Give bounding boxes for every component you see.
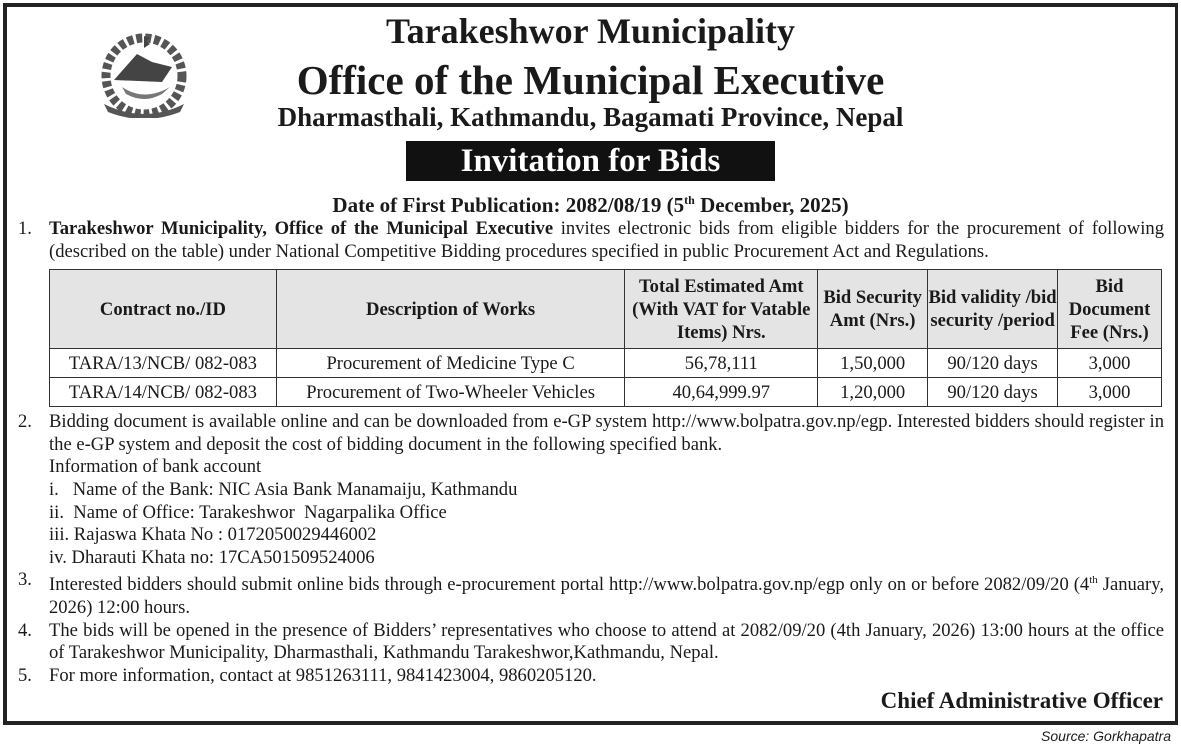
table-cell: TARA/13/NCB/ 082-083 [50, 349, 277, 378]
item-3: 3. Interested bidders should submit online bids through e-procurement portal http://www.bolpatra.gov.np/egp only on or before 2082/09/20 (4th January, 2026) 12:00 hours. [18, 569, 1164, 619]
item-4: 4. The bids will be opened in the presence of Bidders’ representatives who choose to attend at 2082/09/20 (4th January, 2026) 13:00 hours at the office of Tarakeshwor Municipality, Dharmasthali, Kathmandu Tarakeshwor,Kathmandu, Nepal. [18, 619, 1164, 664]
table-cell: 1,50,000 [818, 349, 928, 378]
item-2: 2. Bidding document is available online and can be downloaded from e-GP system http://www.bolpatra.gov.np/egp. Interested bidders should register in the e-GP system and deposit the cost of bidding document in the following specified bank. [18, 411, 1164, 455]
col-header: Contract no./ID [50, 270, 277, 349]
table-row [50, 378, 1162, 407]
table-cell: 1,20,000 [818, 378, 928, 407]
table-cell: 56,78,111 [625, 349, 818, 378]
publication-date: Date of First Publication: 2082/08/19 (5th December, 2025) [332, 193, 849, 217]
table-row [50, 349, 1162, 378]
notice-title-banner: Invitation for Bids [406, 141, 775, 181]
notice-body [18, 218, 1164, 688]
col-header: Description of Works [276, 270, 625, 349]
bank-info: Information of bank account i. Name of the Bank: NIC Asia Bank Manamaiju, Kathmandu ii. Name of Office: Tarakeshwor Nagarpalika Office iii. Rajaswa Khata No : 0172050029446002 iv. Dharauti Khata no: 17CA501509524006 [49, 456, 518, 568]
item-1: 1. Tarakeshwor Municipality, Office of the Municipal Executive invites electronic bids from eligible bidders for the procurement of following (described on the table) under National Competitive Bidding procedures specified in public Procurement Act and Regulations. [18, 218, 1164, 262]
source-credit: Source: Gorkhapatra [1041, 728, 1171, 744]
table-cell: Procurement of Two-Wheeler Vehicles [276, 378, 625, 407]
table-cell: 90/120 days [928, 378, 1058, 407]
table-cell: 3,000 [1058, 378, 1162, 407]
office-name: Office of the Municipal Executive [296, 57, 885, 103]
col-header: Bid validity /bid security /period [928, 270, 1058, 349]
table-cell: TARA/14/NCB/ 082-083 [50, 378, 277, 407]
signatory: Chief Administrative Officer [880, 688, 1163, 713]
table-header-row [50, 270, 1162, 349]
col-header: Bid Security Amt (Nrs.) [818, 270, 928, 349]
table-cell: Procurement of Medicine Type C [276, 349, 625, 378]
item-5: 5. For more information, contact at 9851263111, 9841423004, 9860205120. [18, 664, 597, 686]
municipality-name: Tarakeshwor Municipality [385, 11, 796, 51]
table-cell: 3,000 [1058, 349, 1162, 378]
col-header: Total Estimated Amt (With VAT for Vatable Items) Nrs. [625, 270, 818, 349]
table-cell: 90/120 days [928, 349, 1058, 378]
table-cell: 40,64,999.97 [625, 378, 818, 407]
address: Dharmasthali, Kathmandu, Bagamati Province, Nepal [277, 102, 904, 132]
col-header: Bid Document Fee (Nrs.) [1058, 270, 1162, 349]
bids-table [49, 269, 1162, 407]
